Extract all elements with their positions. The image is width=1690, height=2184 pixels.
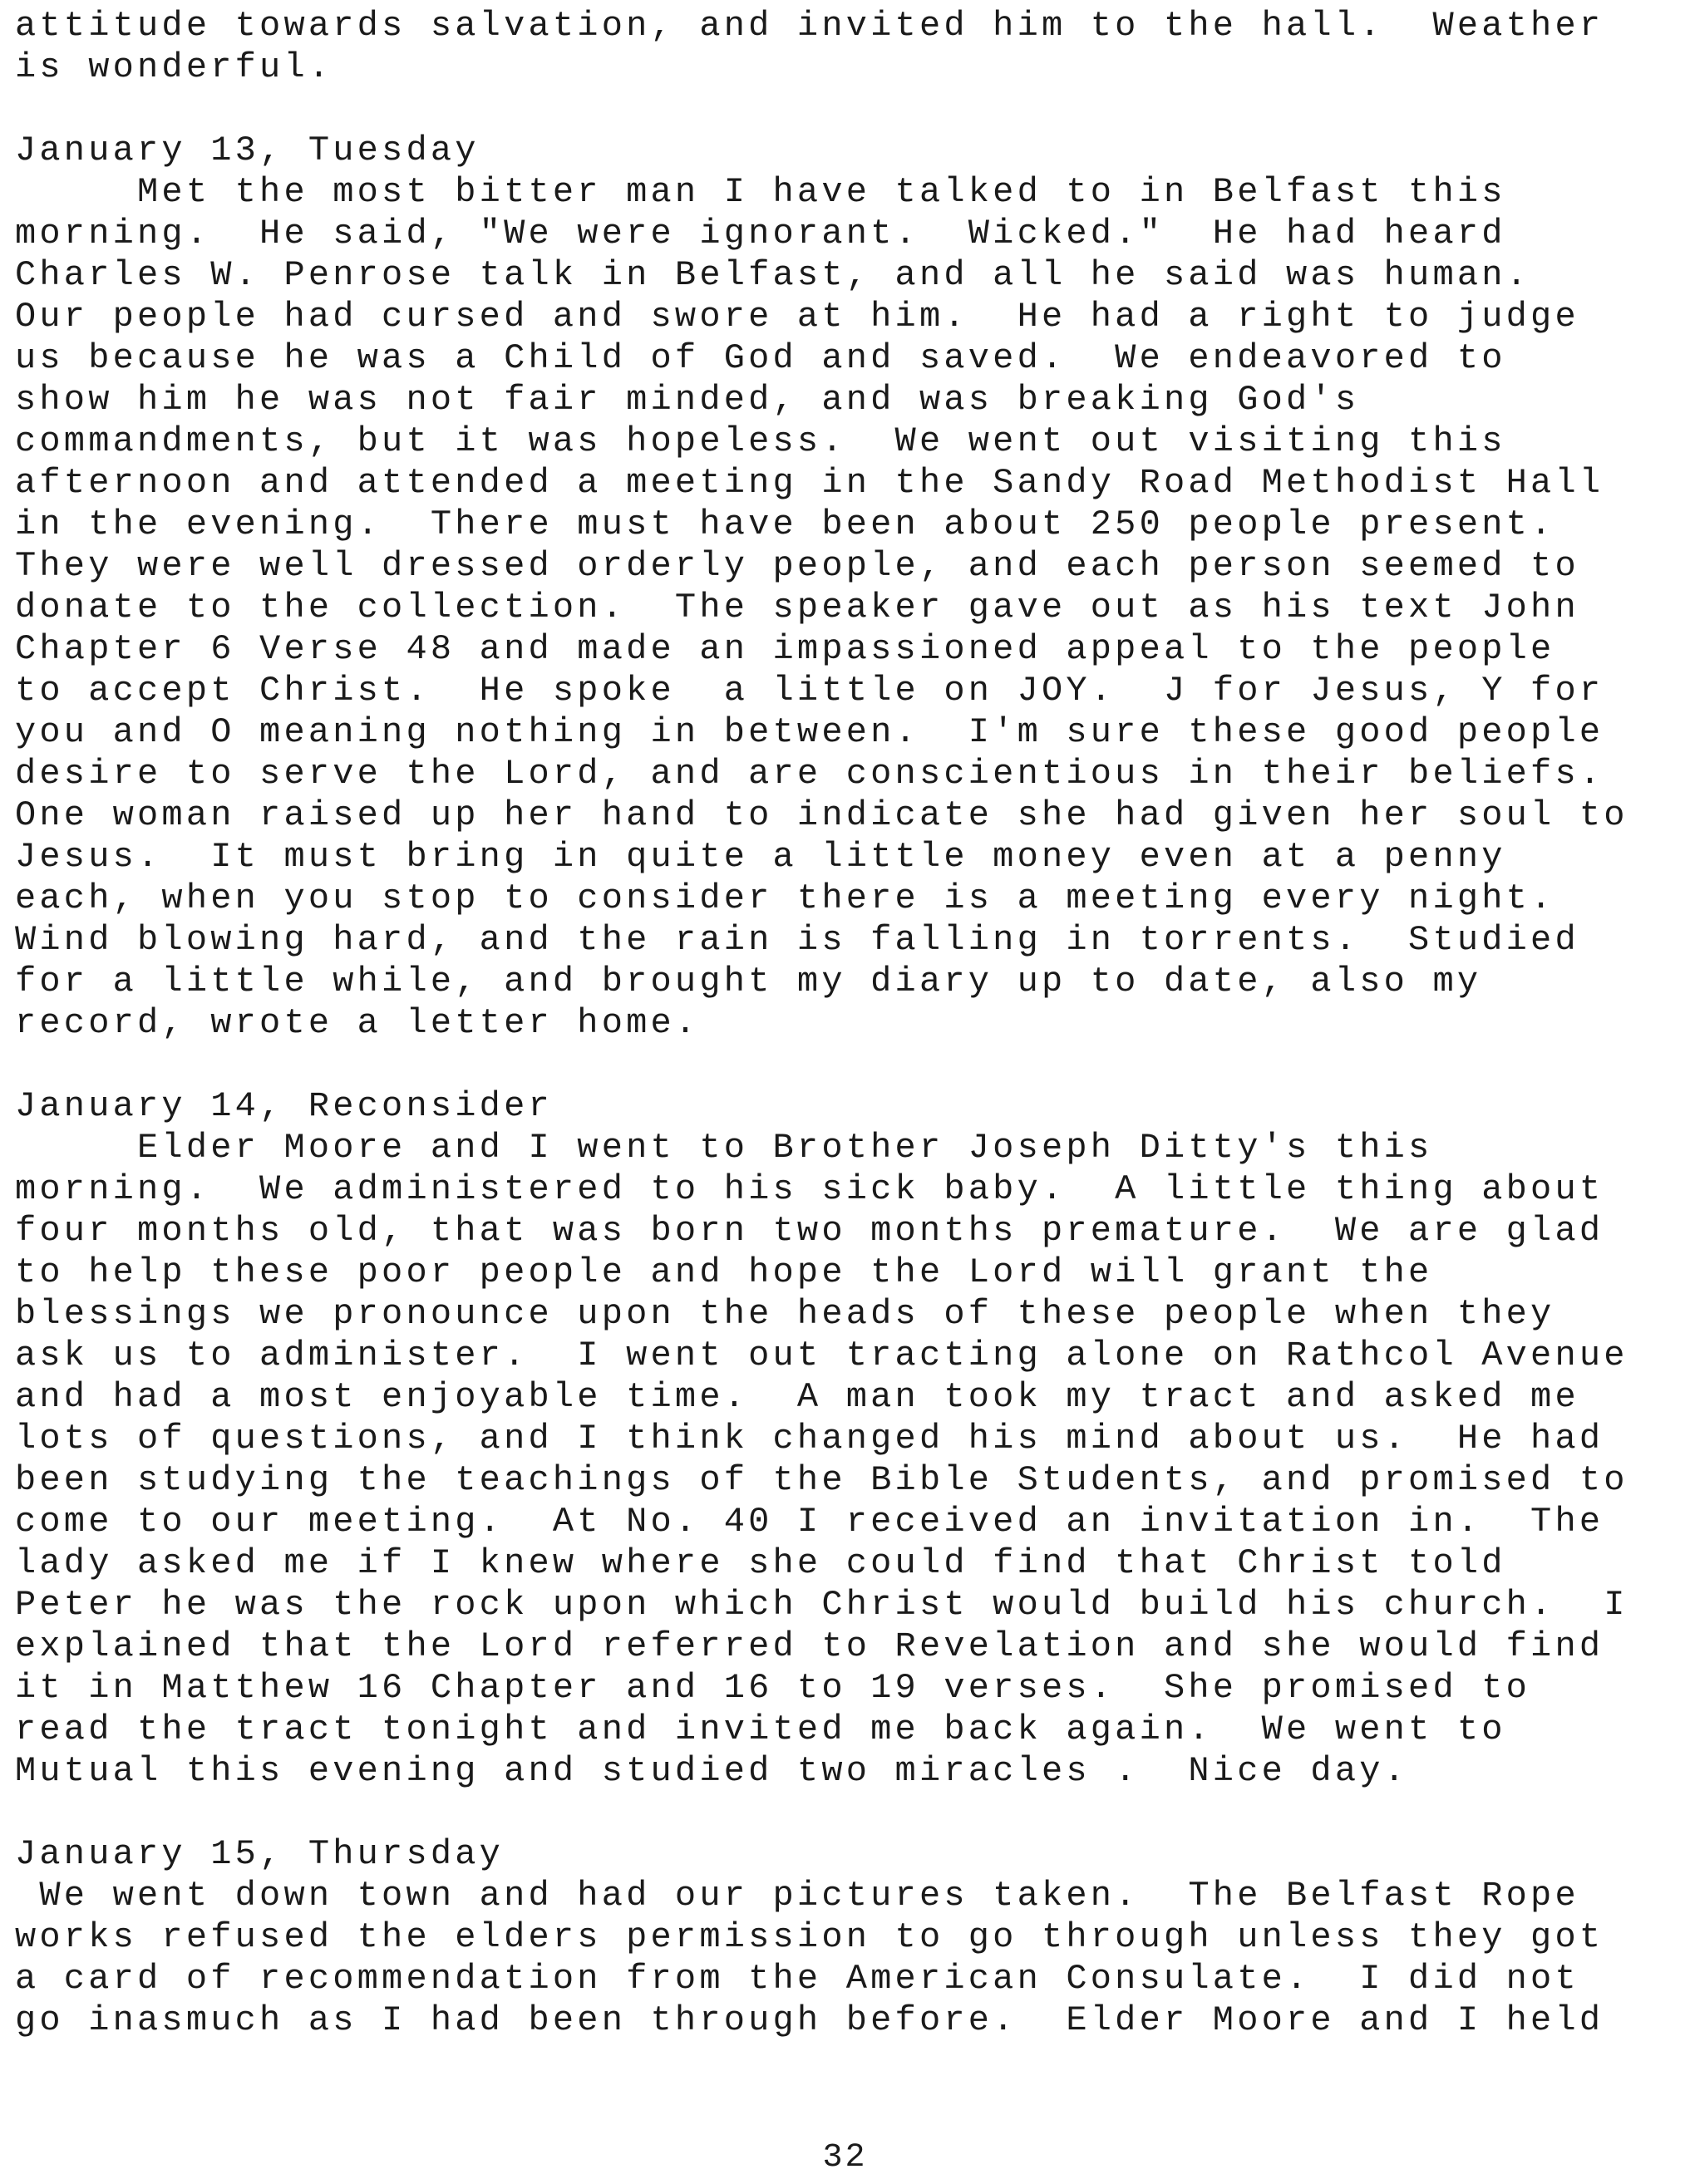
text-line: been studying the teachings of the Bible Students, and promised to [15,1460,1628,1500]
paragraph-gap [15,88,1678,130]
text-line: commandments, but it was hopeless. We went out visiting this [15,421,1506,461]
entry-heading: January 14, Reconsider [15,1086,553,1126]
text-line: Our people had cursed and swore at him. He had a right to judge [15,297,1579,337]
text-line: Met the most bitter man I have talked to in Belfast this [15,172,1506,212]
paragraph-gap [15,1044,1678,1085]
text-line: Jesus. It must bring in quite a little money even at a penny [15,837,1506,877]
text-line: donate to the collection. The speaker gave out as his text John [15,588,1579,627]
text-line: us because he was a Child of God and saved. We endeavored to [15,338,1506,378]
text-line: morning. We administered to his sick baby. A little thing about [15,1169,1604,1209]
text-line: Mutual this evening and studied two miracles . Nice day. [15,1751,1409,1791]
text-line: They were well dressed orderly people, and each person seemed to [15,546,1579,586]
text-line: it in Matthew 16 Chapter and 16 to 19 verses. She promised to [15,1668,1531,1708]
text-line: We went down town and had our pictures taken. The Belfast Rope [15,1876,1579,1916]
text-line: and had a most enjoyable time. A man took my tract and asked me [15,1377,1579,1417]
text-line: for a little while, and brought my diary up to date, also my [15,962,1482,1001]
text-line: explained that the Lord referred to Revelation and she would find [15,1626,1604,1666]
text-line: blessings we pronounce upon the heads of these people when they [15,1294,1555,1334]
opening-paragraph [15,5,1678,88]
entry-january-13 [15,130,1678,1044]
entry-january-15 [15,1833,1678,2041]
text-line: you and O meaning nothing in between. I'm sure these good people [15,712,1604,752]
text-line: come to our meeting. At No. 40 I received an invitation in. The [15,1502,1604,1542]
text-line: Peter he was the rock upon which Christ would build his church. I [15,1585,1628,1625]
entry-heading: January 13, Tuesday [15,130,480,170]
text-line: One woman raised up her hand to indicate she had given her soul to [15,795,1628,835]
text-line: to accept Christ. He spoke a little on JOY. J for Jesus, Y for [15,671,1604,711]
text-line: to help these poor people and hope the Lord will grant the [15,1252,1433,1292]
text-line: in the evening. There must have been about 250 people present. [15,504,1555,544]
text-line: desire to serve the Lord, and are conscientious in their beliefs. [15,754,1604,794]
text-line: read the tract tonight and invited me back again. We went to [15,1709,1506,1749]
text-line: each, when you stop to consider there is a meeting every night. [15,878,1555,918]
text-line: attitude towards salvation, and invited him to the hall. Weather [15,6,1604,46]
text-line: lots of questions, and I think changed his mind about us. He had [15,1419,1604,1458]
text-line: lady asked me if I knew where she could find that Christ told [15,1543,1506,1583]
text-line: morning. He said, "We were ignorant. Wicked." He had heard [15,214,1506,253]
text-line: show him he was not fair minded, and was breaking God's [15,380,1360,420]
diary-page [15,5,1678,2041]
text-line: Chapter 6 Verse 48 and made an impassioned appeal to the people [15,629,1555,669]
text-line: ask us to administer. I went out tracting alone on Rathcol Avenue [15,1335,1628,1375]
text-line: a card of recommendation from the American Consulate. I did not [15,1959,1579,1999]
text-line: four months old, that was born two months premature. We are glad [15,1211,1604,1251]
text-line: record, wrote a letter home. [15,1003,700,1043]
text-line: Elder Moore and I went to Brother Joseph Ditty's this [15,1128,1433,1168]
paragraph-gap [15,1792,1678,1833]
entry-heading: January 15, Thursday [15,1834,505,1874]
page-number: 32 [822,2139,868,2177]
text-line: go inasmuch as I had been through before. Elder Moore and I held [15,2000,1604,2040]
text-line: Charles W. Penrose talk in Belfast, and all he said was human. [15,255,1531,295]
text-line: works refused the elders permission to go through unless they got [15,1917,1604,1957]
text-line: Wind blowing hard, and the rain is falling in torrents. Studied [15,920,1579,960]
text-line: is wonderful. [15,47,333,87]
text-line: afternoon and attended a meeting in the Sandy Road Methodist Hall [15,463,1604,503]
entry-january-14 [15,1085,1678,1792]
